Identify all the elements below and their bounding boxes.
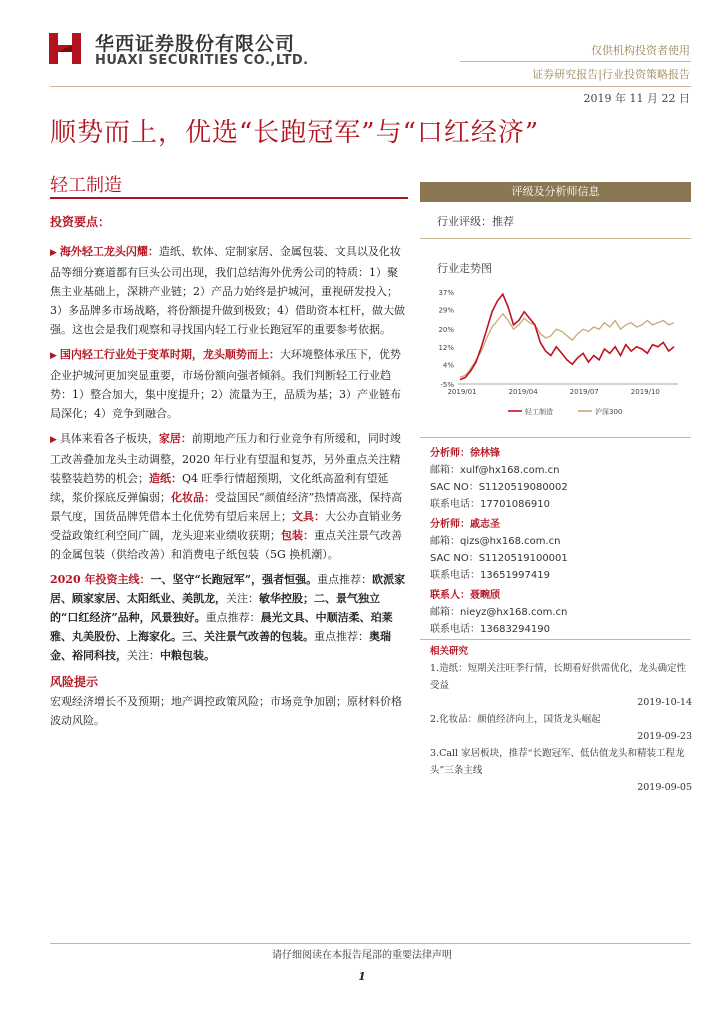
analyst-1-sac: SAC NO：S1120519080002	[430, 482, 568, 493]
panel-divider	[420, 238, 691, 239]
para-2-body: 大环境整体承压下，优势企业护城河更加突显重要，市场份额向强者倾斜。我们判断轻工行业趋势：1）整合加大，集中度提升；2）流量为王，品质为基；3）产业链布局深化；4）竞争到融合。	[50, 348, 401, 420]
para-3-paper-body: Q4 旺季行情超预期，文化纸高盈利有望延续，浆价探底反弹偏弱；	[50, 472, 389, 504]
bullet-triangle-icon: ▶	[50, 435, 57, 445]
company-logo	[46, 29, 84, 67]
analyst-1	[430, 445, 568, 513]
related-item-3-date: 2019-09-05	[637, 782, 692, 793]
para-3-packaging: 包装：	[281, 529, 314, 542]
contact-1-email: 邮箱：nieyz@hx168.com.cn	[430, 607, 568, 618]
para-1-body: 造纸、软体、定制家居、金属包装、文具以及化妆品等细分赛道都有巨头公司出现，我们总结海外优秀公司的特质：1）聚焦主业基础上，深耕产业链；2）产品力始终是护城河，重视研发投入；3）多品牌多市场战略，将份额提升做到极致；4）借助资本杠杆，做大做强。这也会是我们观察和寻找国内轻工行业长跑冠军的重要参考依据。	[50, 245, 405, 336]
x-tick-label: 2019/10	[630, 388, 660, 396]
report-date: 2019 年 11 月 22 日	[583, 92, 690, 105]
para-4-b2: 关注：	[226, 592, 259, 605]
para-3	[50, 429, 408, 564]
bullet-triangle-icon: ▶	[50, 248, 57, 258]
invest-section	[50, 213, 408, 730]
analyst-2-email: 邮箱：qizs@hx168.com.cn	[430, 536, 561, 547]
y-tick-label: 20%	[438, 326, 454, 335]
x-tick-label: 2019/01	[447, 388, 477, 396]
para-2	[50, 345, 408, 423]
related-item-1-date: 2019-10-14	[637, 697, 692, 708]
para-4-c2: 重点推荐：	[205, 611, 261, 624]
page-number: 1	[358, 970, 366, 983]
risk-body: 宏观经济增长不及预期；地产调控政策风险；市场竞争加剧；原材料价格波动风险。	[50, 695, 402, 727]
bullet-triangle-icon: ▶	[50, 351, 57, 361]
x-tick-label: 2019/04	[508, 388, 538, 396]
audience-note: 仅供机构投资者使用	[591, 44, 690, 57]
panel-divider-2	[420, 437, 691, 438]
header-divider	[460, 61, 691, 62]
footer-notice: 请仔细阅读在本报告尾部的重要法律声明	[272, 950, 452, 961]
contact-1	[430, 587, 567, 638]
related-item-2: 2.化妆品：颜值经济向上，国货龙头崛起	[430, 714, 601, 725]
company-name-en: HUAXI SECURITIES CO.,LTD.	[95, 53, 309, 68]
invest-heading: 投资要点：	[50, 215, 111, 229]
para-4-d: 晨光文具、中顺洁柔、珀莱雅、丸美股份、上海家化。三、关注景气改善的包装。	[50, 611, 393, 643]
para-3-stationery: 文具：	[292, 510, 325, 523]
para-3-cosmetics-body: 受益国民“颜值经济”热情高涨，保持高景气度，国货品牌凭借本土化优势有望后来居上；	[50, 491, 403, 523]
analyst-1-tel: 联系电话：17701086910	[430, 499, 550, 510]
industry-rating: 行业评级：推荐	[437, 215, 514, 228]
series-line-csi300	[460, 314, 674, 378]
y-tick-label: 37%	[438, 289, 454, 297]
report-title: 顺势而上，优选“长跑冠军”与“口红经济”	[50, 118, 540, 148]
related-heading-top: 相关研究	[430, 646, 469, 657]
related-item-1: 1.造纸：短期关注旺季行情，长期看好供需优化，龙头确定性受益	[430, 663, 687, 691]
para-3-home-body: 前期地产压力和行业竞争有所缓和，同时竣工改善叠加龙头主动调整，2020 年行业有望温和复苏，另外重点关注精装整装趋势的机会；	[50, 432, 401, 485]
para-1	[50, 242, 408, 339]
para-1-lead: 海外轻工龙头闪耀：	[59, 245, 159, 258]
para-4-a2: 重点推荐：	[317, 573, 373, 586]
report-type: 证券研究报告|行业投资策略报告	[532, 68, 690, 81]
rating-panel-header: 评级及分析师信息	[420, 182, 691, 202]
contact-1-name: 联系人：聂畹颀	[430, 590, 500, 601]
analyst-2-tel: 联系电话：13651997419	[430, 570, 550, 581]
y-tick-label: 29%	[438, 306, 454, 315]
para-4-e: 奥瑞金、裕同科技，	[50, 630, 391, 662]
para-4	[50, 570, 408, 665]
trend-label: 行业走势图	[437, 262, 492, 275]
footer-divider	[50, 943, 691, 944]
risk-heading: 风险提示	[50, 675, 99, 689]
para-3-paper: 造纸：	[149, 472, 182, 485]
y-tick-label: 12%	[438, 343, 454, 352]
para-3-cosmetics: 化妆品：	[171, 491, 215, 504]
related-item-3: 3.Call 家居板块，推荐“长跑冠军、低估值龙头和精装工程龙头”三条主线	[430, 748, 685, 776]
header-divider-2	[50, 86, 691, 87]
sector-name: 轻工制造	[50, 175, 122, 196]
para-4-b: 欧派家居、顾家家居、太阳纸业、美凯龙，	[50, 573, 406, 605]
para-3-intro: 具体来看各子板块，	[59, 432, 159, 445]
para-4-lead: 2020 年投资主线：	[50, 573, 151, 586]
para-4-a: 一、坚守“长跑冠军”，强者恒强。	[150, 573, 318, 586]
para-4-e2: 关注：	[127, 649, 160, 662]
contact-1-tel: 联系电话：13683294190	[430, 624, 550, 635]
para-3-packaging-body: 重点关注景气改善的金属包装（供给改善）和消费电子纸包装（5G 换机潮）。	[50, 529, 402, 561]
company-name-cn: 华西证券股份有限公司	[95, 33, 296, 55]
para-2-lead: 国内轻工行业处于变革时期，龙头顺势而上：	[59, 348, 280, 361]
analyst-2	[430, 516, 568, 584]
para-4-d2: 重点推荐：	[314, 630, 369, 643]
analyst-1-email: 邮箱：xulf@hx168.com.cn	[430, 465, 560, 476]
y-tick-label: 4%	[442, 361, 454, 370]
y-tick-label: -5%	[440, 381, 454, 389]
series-line-light-industry	[460, 294, 674, 379]
x-tick-label: 2019/07	[569, 388, 599, 396]
para-4-f: 中粮包装。	[160, 649, 215, 662]
legend-label: 沪深300	[595, 408, 623, 416]
panel-divider-3	[420, 639, 691, 640]
related-top	[430, 643, 692, 796]
para-3-stationery-body: 大公办直销业务受益政策红利空间广阔，龙头迎来业绩收获期；	[50, 510, 402, 542]
analyst-2-name: 分析师：戚志圣	[430, 519, 500, 530]
analyst-2-sac: SAC NO：S1120519100001	[430, 553, 568, 564]
legend-label: 轻工制造	[525, 408, 553, 416]
trend-chart	[420, 284, 691, 422]
related-item-2-date: 2019-09-23	[637, 731, 692, 742]
sector-underline	[50, 197, 408, 199]
para-4-c: 敏华控股；二、景气独立的“口红经济”品种，风景独好。	[50, 592, 380, 624]
analyst-1-name: 分析师：徐林锋	[430, 448, 500, 459]
para-3-home: 家居：	[158, 432, 192, 445]
